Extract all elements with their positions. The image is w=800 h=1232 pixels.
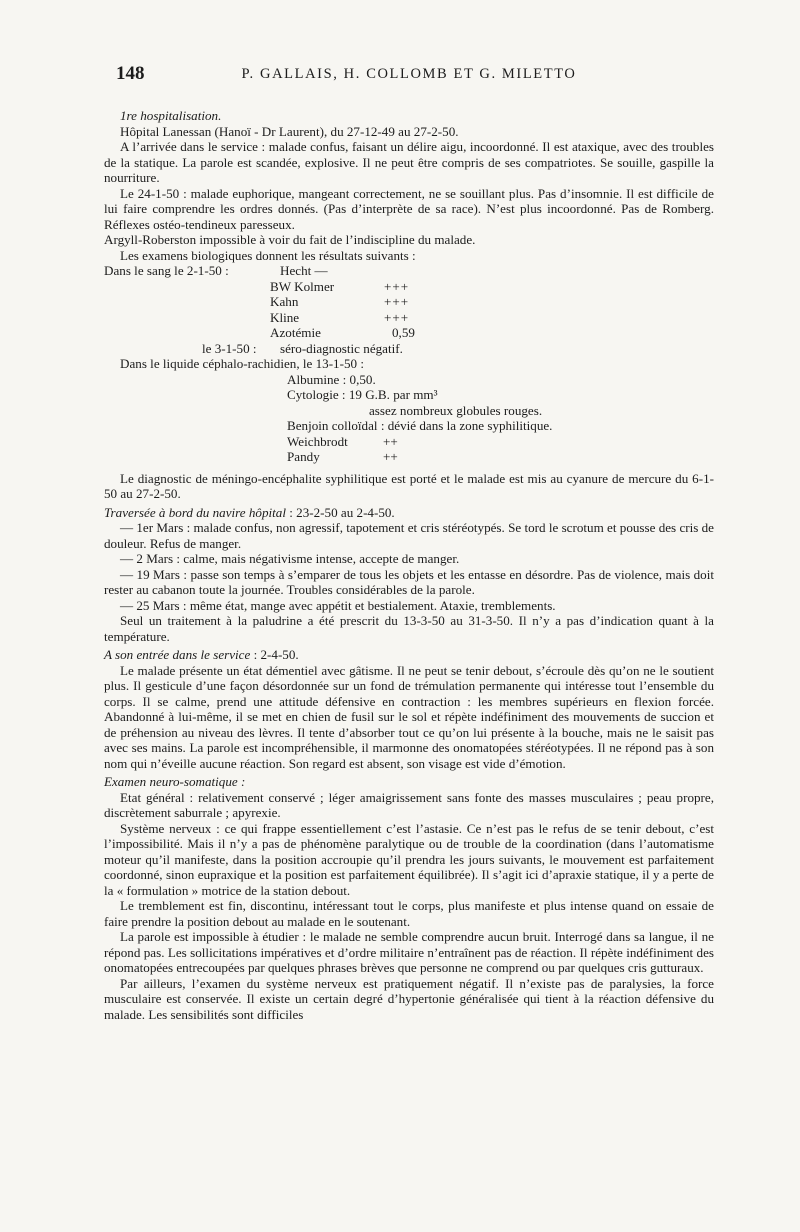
csf-test-value: ++ xyxy=(383,449,398,464)
page-header xyxy=(104,62,714,86)
blood-test-row xyxy=(104,310,714,326)
blood-test-hecht: Hecht — xyxy=(280,263,328,278)
blood-test-row xyxy=(104,279,714,295)
blood-date-label: Dans le sang le 2-1-50 : xyxy=(104,263,229,278)
blood-test-value: +++ xyxy=(384,309,410,325)
csf-globules: assez nombreux globules rouges. xyxy=(369,402,543,418)
blood-results xyxy=(104,263,714,356)
paragraph: La parole est impossible à étudier : le malade ne semble comprendre aucun bruit. Interrogé dans sa langue, il ne répond pas. Les sollicitations impératives et d’ordre militaire n’entraînent pas de réaction. Il répète indéfiniment des onomatopées entrecoupées par quelques phrases brèves que personne ne comprend ou par quelques cris gutturaux. xyxy=(104,929,714,975)
paragraph: Le malade présente un état démentiel avec gâtisme. Il ne peut se tenir debout, s’écroule dès qu’on ne le soutient plus. Il gesticule d’une façon désordonnée sur un fond de trémulation permanente qui intéresse tout l’ensemble du corps. Il se calme, prend une attitude défensive en contraction : les membres supérieurs en flexion forcée. Abandonné à lui-même, il se met en chien de fusil sur le sol et répète indéfiniment des mouvements de succion et de préhension au niveau des lèvres. Il tente d’absorber tout ce qu’on lui présente à la bouche, mais ne le saisit pas avec ses mains. La parole est incompréhensible, il marmonne des onomatopées stéréotypées. Il ne répond pas à son nom qui n’éveille aucune réaction. Son regard est absent, son visage est vide d’émotion. xyxy=(104,662,714,771)
blood-test-name: BW Kolmer xyxy=(270,278,335,294)
csf-test-value: ++ xyxy=(383,433,398,449)
blood-test-value: +++ xyxy=(384,294,410,309)
section-dates: : 2-4-50. xyxy=(253,647,299,662)
paragraph: Le tremblement est fin, discontinu, intéressant tout le corps, plus manifeste et plus intense quand on essaie de faire prendre la position debout au malade en le soutenant. xyxy=(104,898,714,929)
blood-serodiagnostic: séro-diagnostic négatif. xyxy=(280,340,403,356)
blood-row xyxy=(104,263,714,279)
blood-date-label-2: le 3-1-50 : xyxy=(202,340,257,356)
paragraph: Argyll-Roberston impossible à voir du fait de l’indiscipline du malade. xyxy=(104,232,476,247)
csf-weichbrodt-row xyxy=(287,434,714,450)
paragraph: Seul un traitement à la paludrine a été prescrit du 13-3-50 au 31-3-50. Il n’y a pas d’indication quant à la température. xyxy=(104,613,714,644)
section-title-examen: Examen neuro-somatique : xyxy=(104,774,246,789)
paragraph: Etat général : relativement conservé ; léger amaigrissement sans fonte des masses musculaires ; peau propre, discrètement saburrale ; apyrexie. xyxy=(104,789,714,820)
csf-test-name: Pandy xyxy=(287,449,320,464)
paragraph: A l’arrivée dans le service : malade confus, faisant un délire aigu, incoordonné. Il est ataxique, avec des troubles de la statique. La parole est scandée, explosive. Il ne peut être compris de ses compatriotes. Se souille, gaspille la nourriture. xyxy=(104,139,714,185)
csf-pandy-row xyxy=(287,449,714,465)
csf-results xyxy=(104,356,714,465)
csf-block xyxy=(287,372,714,465)
blood-test-value: +++ xyxy=(384,278,410,294)
csf-label: Dans le liquide céphalo-rachidien, le 13-1-50 : xyxy=(120,356,364,371)
section-title-traversee xyxy=(104,505,714,521)
paragraph: Par ailleurs, l’examen du système nerveux est pratiquement négatif. Il n’existe pas de paralysies, la force musculaire est conservée. Il existe un certain degré d’hypertonie généralisée qui tient à la réaction défensive du malade. Les sensibilités sont difficiles xyxy=(104,975,714,1022)
blood-test-value: 0,59 xyxy=(392,325,415,340)
page-number: 148 xyxy=(116,63,145,84)
paragraph: Hôpital Lanessan (Hanoï - Dr Laurent), du 27-12-49 au 27-2-50. xyxy=(120,123,459,139)
section-title-first-hospitalisation: 1re hospitalisation. xyxy=(120,108,222,123)
csf-albumine: Albumine : 0,50. xyxy=(287,371,376,387)
article-body xyxy=(104,108,714,1022)
csf-cytologie: Cytologie : 19 G.B. par mm³ xyxy=(287,387,438,402)
running-head: P. GALLAIS, H. COLLOMB ET G. MILETTO xyxy=(241,66,577,82)
paragraph: Le 24-1-50 : malade euphorique, mangeant correctement, ne se souillant plus. Pas d’insomnie. Il est difficile de lui faire comprendre les ordres donnés. (Pas d’interprète de sa race). N’est plus incoordonné. Pas de Romberg. Réflexes ostéo-tendineux paresseux. xyxy=(104,185,714,232)
paragraph: — 25 Mars : même état, mange avec appétit et bestialement. Ataxie, tremblements. xyxy=(120,597,556,613)
blood-test-name: Azotémie xyxy=(270,325,321,340)
csf-test-name: Weichbrodt xyxy=(287,433,348,449)
blood-test-name: Kline xyxy=(270,309,300,325)
blood-row-second xyxy=(104,341,714,357)
paragraph: — 1er Mars : malade confus, non agressif, tapotement et cris stéréotypés. Se tord le scrotum et pousse des cris de douleur. Refus de manger. xyxy=(104,520,714,551)
section-title-entree xyxy=(104,647,714,663)
section-title-text: A son entrée dans le service xyxy=(104,647,251,662)
section-title-text: Traversée à bord du navire hôpital xyxy=(104,504,286,520)
paragraph: Le diagnostic de méningo-encéphalite syphilitique est porté et le malade est mis au cyanure de mercure du 6-1-50 au 27-2-50. xyxy=(104,470,714,501)
paragraph: — 2 Mars : calme, mais négativisme intense, accepte de manger. xyxy=(120,551,460,566)
paragraph: — 19 Mars : passe son temps à s’emparer de tous les objets et les entasse en désordre. Pas de violence, mais doit rester au cabanon toute la journée. Troubles considérables de la parole. xyxy=(104,566,714,597)
blood-test-row xyxy=(104,294,714,310)
blood-test-row xyxy=(104,325,714,341)
paragraph: Les examens biologiques donnent les résultats suivants : xyxy=(120,247,416,263)
section-dates: : 23-2-50 au 2-4-50. xyxy=(289,504,395,520)
csf-benjoin: Benjoin colloïdal : dévié dans la zone syphilitique. xyxy=(287,418,553,433)
blood-test-name: Kahn xyxy=(270,294,299,309)
paragraph: Système nerveux : ce qui frappe essentiellement c’est l’astasie. Ce n’est pas le refus de se tenir debout, c’est l’impossibilité. Mais il n’y a pas de phénomène paralytique ou de trouble de la coordination (dans l’automatisme moteur qu’il manifeste, dans la position accroupie qu’il prendra les jours suivants, le mouvement est parfaitement coordonné, sinon eupraxique et la position est parfaitement équilibrée). Il s’agit ici d’apraxie statique, il y a perte de la « formulation » motrice de la station debout. xyxy=(104,820,714,898)
